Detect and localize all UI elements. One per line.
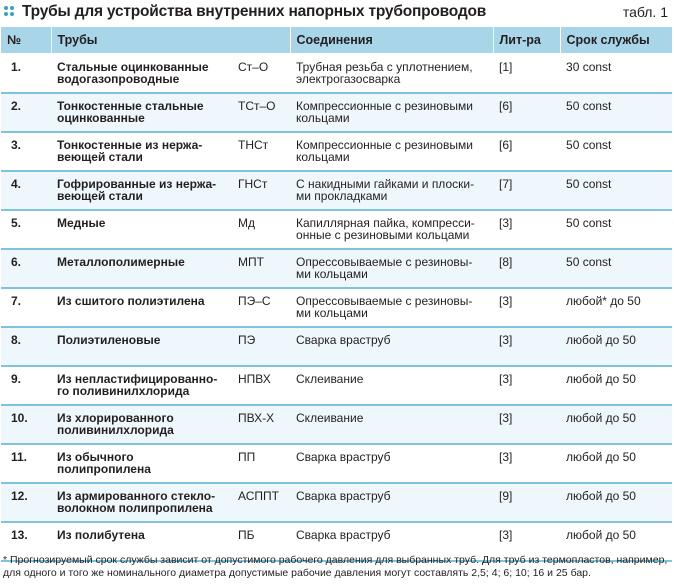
row-joint-line: ми кольцами — [296, 267, 368, 281]
row-num: 2. — [1, 93, 51, 132]
row-pipe-name — [51, 54, 234, 93]
row-joint-line: Склеивание — [296, 372, 364, 386]
row-life: любой до 50 — [560, 327, 672, 366]
row-pipe-name-line: Полиэтиленовые — [57, 333, 161, 347]
row-pipe-name-line: оцинкованные — [57, 111, 145, 125]
row-lit: [3] — [493, 288, 560, 327]
row-pipe-name — [51, 366, 234, 405]
row-joint — [290, 132, 493, 171]
footnote — [3, 554, 671, 580]
row-num: 6. — [1, 249, 51, 288]
row-num: 5. — [1, 210, 51, 249]
row-pipe-code: ПВХ-Х — [234, 405, 290, 444]
row-pipe-name — [51, 171, 234, 210]
row-lit: [3] — [493, 522, 560, 561]
row-lit: [3] — [493, 327, 560, 366]
row-lit: [1] — [493, 54, 560, 93]
row-pipe-code: ПП — [234, 444, 290, 483]
row-pipe-code: НПВХ — [234, 366, 290, 405]
row-num: 3. — [1, 132, 51, 171]
row-num: 10. — [1, 405, 51, 444]
row-life: любой до 50 — [560, 483, 672, 522]
row-joint — [290, 444, 493, 483]
row-joint — [290, 54, 493, 93]
row-life: любой до 50 — [560, 405, 672, 444]
row-pipe-name-line: поливинилхлорида — [57, 423, 174, 437]
row-joint — [290, 93, 493, 132]
row-lit: [3] — [493, 405, 560, 444]
row-pipe-name-line: Из непластифицированно- — [57, 372, 218, 386]
col-header-num: № — [1, 27, 51, 54]
row-lit: [3] — [493, 210, 560, 249]
row-pipe-name — [51, 327, 234, 366]
col-header-pipes: Трубы — [51, 27, 290, 54]
row-life: 30 const — [560, 54, 672, 93]
row-joint-line: кольцами — [296, 150, 350, 164]
row-joint-line: Опрессовываемые с резиновы- — [296, 294, 473, 308]
row-pipe-name-line: Из обычного — [57, 450, 134, 464]
row-pipe-name-line: полипропилена — [57, 462, 151, 476]
row-joint-line: Склеивание — [296, 411, 364, 425]
title-row — [0, 0, 674, 26]
table-row — [1, 405, 672, 444]
footnote-line: * Прогнозируемый срок службы зависит от допустимого рабочего давления для выбранных труб. Для труб из термопластов, например, — [3, 554, 668, 566]
row-pipe-name-line: го поливинилхлорида — [57, 384, 190, 398]
row-pipe-name — [51, 210, 234, 249]
col-header-life: Срок службы — [560, 27, 672, 54]
row-joint-line: Сварка враструб — [296, 333, 391, 347]
row-life: любой до 50 — [560, 366, 672, 405]
row-joint — [290, 171, 493, 210]
table-row — [1, 366, 672, 405]
table-row — [1, 171, 672, 210]
row-pipe-code: Ст–О — [234, 54, 290, 93]
row-lit: [9] — [493, 483, 560, 522]
row-life: 50 const — [560, 210, 672, 249]
row-pipe-name-line: веющей стали — [57, 189, 143, 203]
bullet-dots-icon — [4, 6, 16, 18]
table-body — [1, 54, 672, 561]
row-joint-line: Сварка враструб — [296, 528, 391, 542]
row-joint-line: ми кольцами — [296, 306, 368, 320]
row-joint — [290, 405, 493, 444]
footnote-line: для одного и того же номинального диаметра допустимые рабочие давления могут составлять 2,5; 4; 6; 10; 16 и 25 бар. — [3, 567, 591, 579]
row-joint-line: онные с резиновыми кольцами — [296, 228, 470, 242]
row-joint-line: Опрессовываемые с резиновы- — [296, 255, 473, 269]
row-joint-line: Сварка враструб — [296, 489, 391, 503]
row-lit: [6] — [493, 132, 560, 171]
row-pipe-name — [51, 132, 234, 171]
table-row — [1, 249, 672, 288]
row-lit: [7] — [493, 171, 560, 210]
row-num: 1. — [1, 54, 51, 93]
row-pipe-name-line: Медные — [57, 216, 106, 230]
row-joint — [290, 210, 493, 249]
row-joint — [290, 483, 493, 522]
row-num: 12. — [1, 483, 51, 522]
row-pipe-name-line: Из сшитого полиэтилена — [57, 294, 205, 308]
row-lit: [6] — [493, 93, 560, 132]
row-life: любой до 50 — [560, 522, 672, 561]
row-pipe-code: АСППТ — [234, 483, 290, 522]
row-joint — [290, 366, 493, 405]
row-life: любой до 50 — [560, 444, 672, 483]
row-joint-line: Трубная резьба с уплотнением, — [296, 60, 473, 74]
row-joint — [290, 327, 493, 366]
col-header-lit: Лит-ра — [493, 27, 560, 54]
row-pipe-name — [51, 93, 234, 132]
row-pipe-name-line: водогазопроводные — [57, 72, 180, 86]
table-number: табл. 1 — [622, 4, 668, 20]
row-num: 11. — [1, 444, 51, 483]
row-pipe-name — [51, 405, 234, 444]
row-joint-line: электрогазосварка — [296, 72, 401, 86]
row-joint-line: Компрессионные с резиновыми — [296, 99, 473, 113]
row-pipe-name — [51, 444, 234, 483]
table-row — [1, 132, 672, 171]
row-pipe-name-line: Из армированного стекло- — [57, 489, 216, 503]
row-joint-line: Капиллярная пайка, компресси- — [296, 216, 475, 230]
row-life: 50 const — [560, 171, 672, 210]
pipes-table — [1, 27, 672, 562]
row-pipe-name-line: Из полибутена — [57, 528, 145, 542]
row-lit: [3] — [493, 444, 560, 483]
col-header-joints: Соединения — [290, 27, 493, 54]
row-pipe-name — [51, 288, 234, 327]
row-pipe-code: ТНСт — [234, 132, 290, 171]
row-pipe-name-line: Металлополимерные — [57, 255, 185, 269]
row-joint — [290, 288, 493, 327]
row-life: 50 const — [560, 93, 672, 132]
table-title: Трубы для устройства внутренних напорных трубопроводов — [22, 3, 487, 20]
table-row — [1, 327, 672, 366]
table-header-row — [1, 27, 672, 54]
table-row — [1, 93, 672, 132]
row-pipe-name-line: Тонкостенные стальные — [57, 99, 204, 113]
row-life: 50 const — [560, 249, 672, 288]
row-life: 50 const — [560, 132, 672, 171]
row-num: 13. — [1, 522, 51, 561]
table-row — [1, 288, 672, 327]
row-pipe-code: Мд — [234, 210, 290, 249]
row-pipe-code: ТСт–О — [234, 93, 290, 132]
table-row — [1, 444, 672, 483]
row-lit: [3] — [493, 366, 560, 405]
row-pipe-code: ПЭ–С — [234, 288, 290, 327]
row-joint — [290, 249, 493, 288]
row-lit: [8] — [493, 249, 560, 288]
row-pipe-name-line: Из хлорированного — [57, 411, 174, 425]
row-num: 9. — [1, 366, 51, 405]
row-pipe-name — [51, 249, 234, 288]
row-pipe-code: ПЭ — [234, 327, 290, 366]
row-num: 4. — [1, 171, 51, 210]
table-row — [1, 210, 672, 249]
table-row — [1, 54, 672, 93]
row-life: любой* до 50 — [560, 288, 672, 327]
row-joint-line: Компрессионные с резиновыми — [296, 138, 473, 152]
row-pipe-name-line: Тонкостенные из нержа- — [57, 138, 203, 152]
row-num: 7. — [1, 288, 51, 327]
row-pipe-code: МПТ — [234, 249, 290, 288]
row-num: 8. — [1, 327, 51, 366]
row-joint-line: ми прокладками — [296, 189, 388, 203]
row-joint-line: С накидными гайками и плоски- — [296, 177, 475, 191]
row-pipe-code: ГНСт — [234, 171, 290, 210]
row-pipe-name-line: волокном полипропилена — [57, 501, 213, 515]
row-pipe-name — [51, 483, 234, 522]
row-joint-line: кольцами — [296, 111, 350, 125]
table-row — [1, 483, 672, 522]
row-pipe-name-line: Стальные оцинкованные — [57, 60, 209, 74]
row-pipe-code: ПБ — [234, 522, 290, 561]
row-pipe-name-line: Гофрированные из нержа- — [57, 177, 217, 191]
row-joint-line: Сварка враструб — [296, 450, 391, 464]
row-pipe-name-line: веющей стали — [57, 150, 143, 164]
